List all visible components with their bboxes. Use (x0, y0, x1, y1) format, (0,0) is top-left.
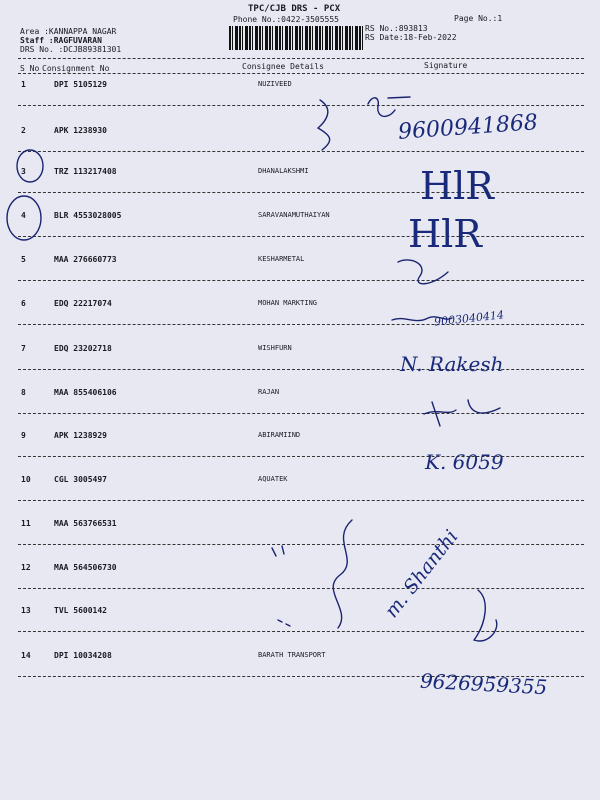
handwritten-hlr-1: HlR (420, 164, 494, 208)
col-signature: Signature (424, 61, 468, 70)
phone-number: Phone No.:0422-3505555 (233, 15, 339, 24)
area-label: Area :KANNAPPA NAGAR (20, 27, 117, 36)
document-title: TPC/CJB DRS - PCX (248, 4, 341, 14)
row-sno: 2 (21, 126, 26, 135)
row-consignment: APK 1238930 (54, 126, 107, 135)
row-consignee: BARATH TRANSPORT (258, 651, 326, 659)
row-sno: 1 (21, 80, 26, 89)
handwritten-phone-1: 9600941868 (397, 110, 539, 145)
handwritten-phone-3: 9626959355 (419, 668, 548, 700)
row-sno: 12 (21, 563, 31, 572)
rs-date: RS Date:18-Feb-2022 (365, 33, 457, 42)
handwritten-name-2: K. 6059 (425, 450, 504, 474)
row-consignment: MAA 564506730 (54, 563, 117, 572)
staff-label: Staff :RAGFUVARAN (20, 36, 102, 45)
page-number: Page No.:1 (454, 14, 503, 23)
handwritten-name-1: N. Rakesh (400, 352, 504, 376)
row-consignment: APK 1238929 (54, 431, 107, 440)
row-consignment: EDQ 22217074 (54, 299, 112, 308)
row-consignee: RAJAN (258, 388, 280, 396)
row-consignment: MAA 563766531 (54, 519, 117, 528)
row-sno: 4 (21, 211, 26, 220)
handwritten-hlr-2: HlR (408, 212, 482, 256)
row-sno: 11 (21, 519, 31, 528)
row-consignment: DPI 10034208 (54, 651, 112, 660)
drs-number: DRS No. :DCJB89381301 (20, 45, 122, 54)
row-consignee: ABIRAMIIND (258, 431, 301, 439)
row-consignment: CGL 3005497 (54, 475, 107, 484)
row-sno: 13 (21, 606, 31, 615)
row-sno: 9 (21, 431, 26, 440)
row-sno: 10 (21, 475, 31, 484)
row-consignment: MAA 276660773 (54, 255, 117, 264)
col-sno: S No (20, 64, 40, 73)
row-consignment: EDQ 23202718 (54, 344, 112, 353)
col-consignee: Consignee Details (242, 62, 324, 71)
row-consignee: NUZIVEED (258, 80, 292, 88)
row-sno: 6 (21, 299, 26, 308)
row-consignee: MOHAN MARKTING (258, 299, 318, 307)
row-consignment: BLR 4553028005 (54, 211, 122, 220)
row-consignee: KESHARMETAL (258, 255, 305, 263)
rs-number: RS No.:893813 (365, 24, 428, 33)
row-sno: 3 (21, 167, 26, 176)
row-consignee: SARAVANAMUTHAIYAN (258, 211, 330, 219)
row-sno: 7 (21, 344, 26, 353)
row-sno: 8 (21, 388, 26, 397)
row-sno: 14 (21, 651, 31, 660)
row-consignment: MAA 855406106 (54, 388, 117, 397)
row-sno: 5 (21, 255, 26, 264)
handwritten-name-3: m. Shanthi (380, 525, 463, 622)
row-consignment: TRZ 113217408 (54, 167, 117, 176)
col-consignment: Consignment No (42, 64, 110, 73)
handwritten-phone-2: 9003040414 (433, 308, 505, 329)
row-consignee: WISHFURN (258, 344, 292, 352)
row-consignment: DPI 5105129 (54, 80, 107, 89)
row-consignee: DHANALAKSHMI (258, 167, 309, 175)
row-consignee: AQUATEK (258, 475, 288, 483)
row-consignment: TVL 5600142 (54, 606, 107, 615)
